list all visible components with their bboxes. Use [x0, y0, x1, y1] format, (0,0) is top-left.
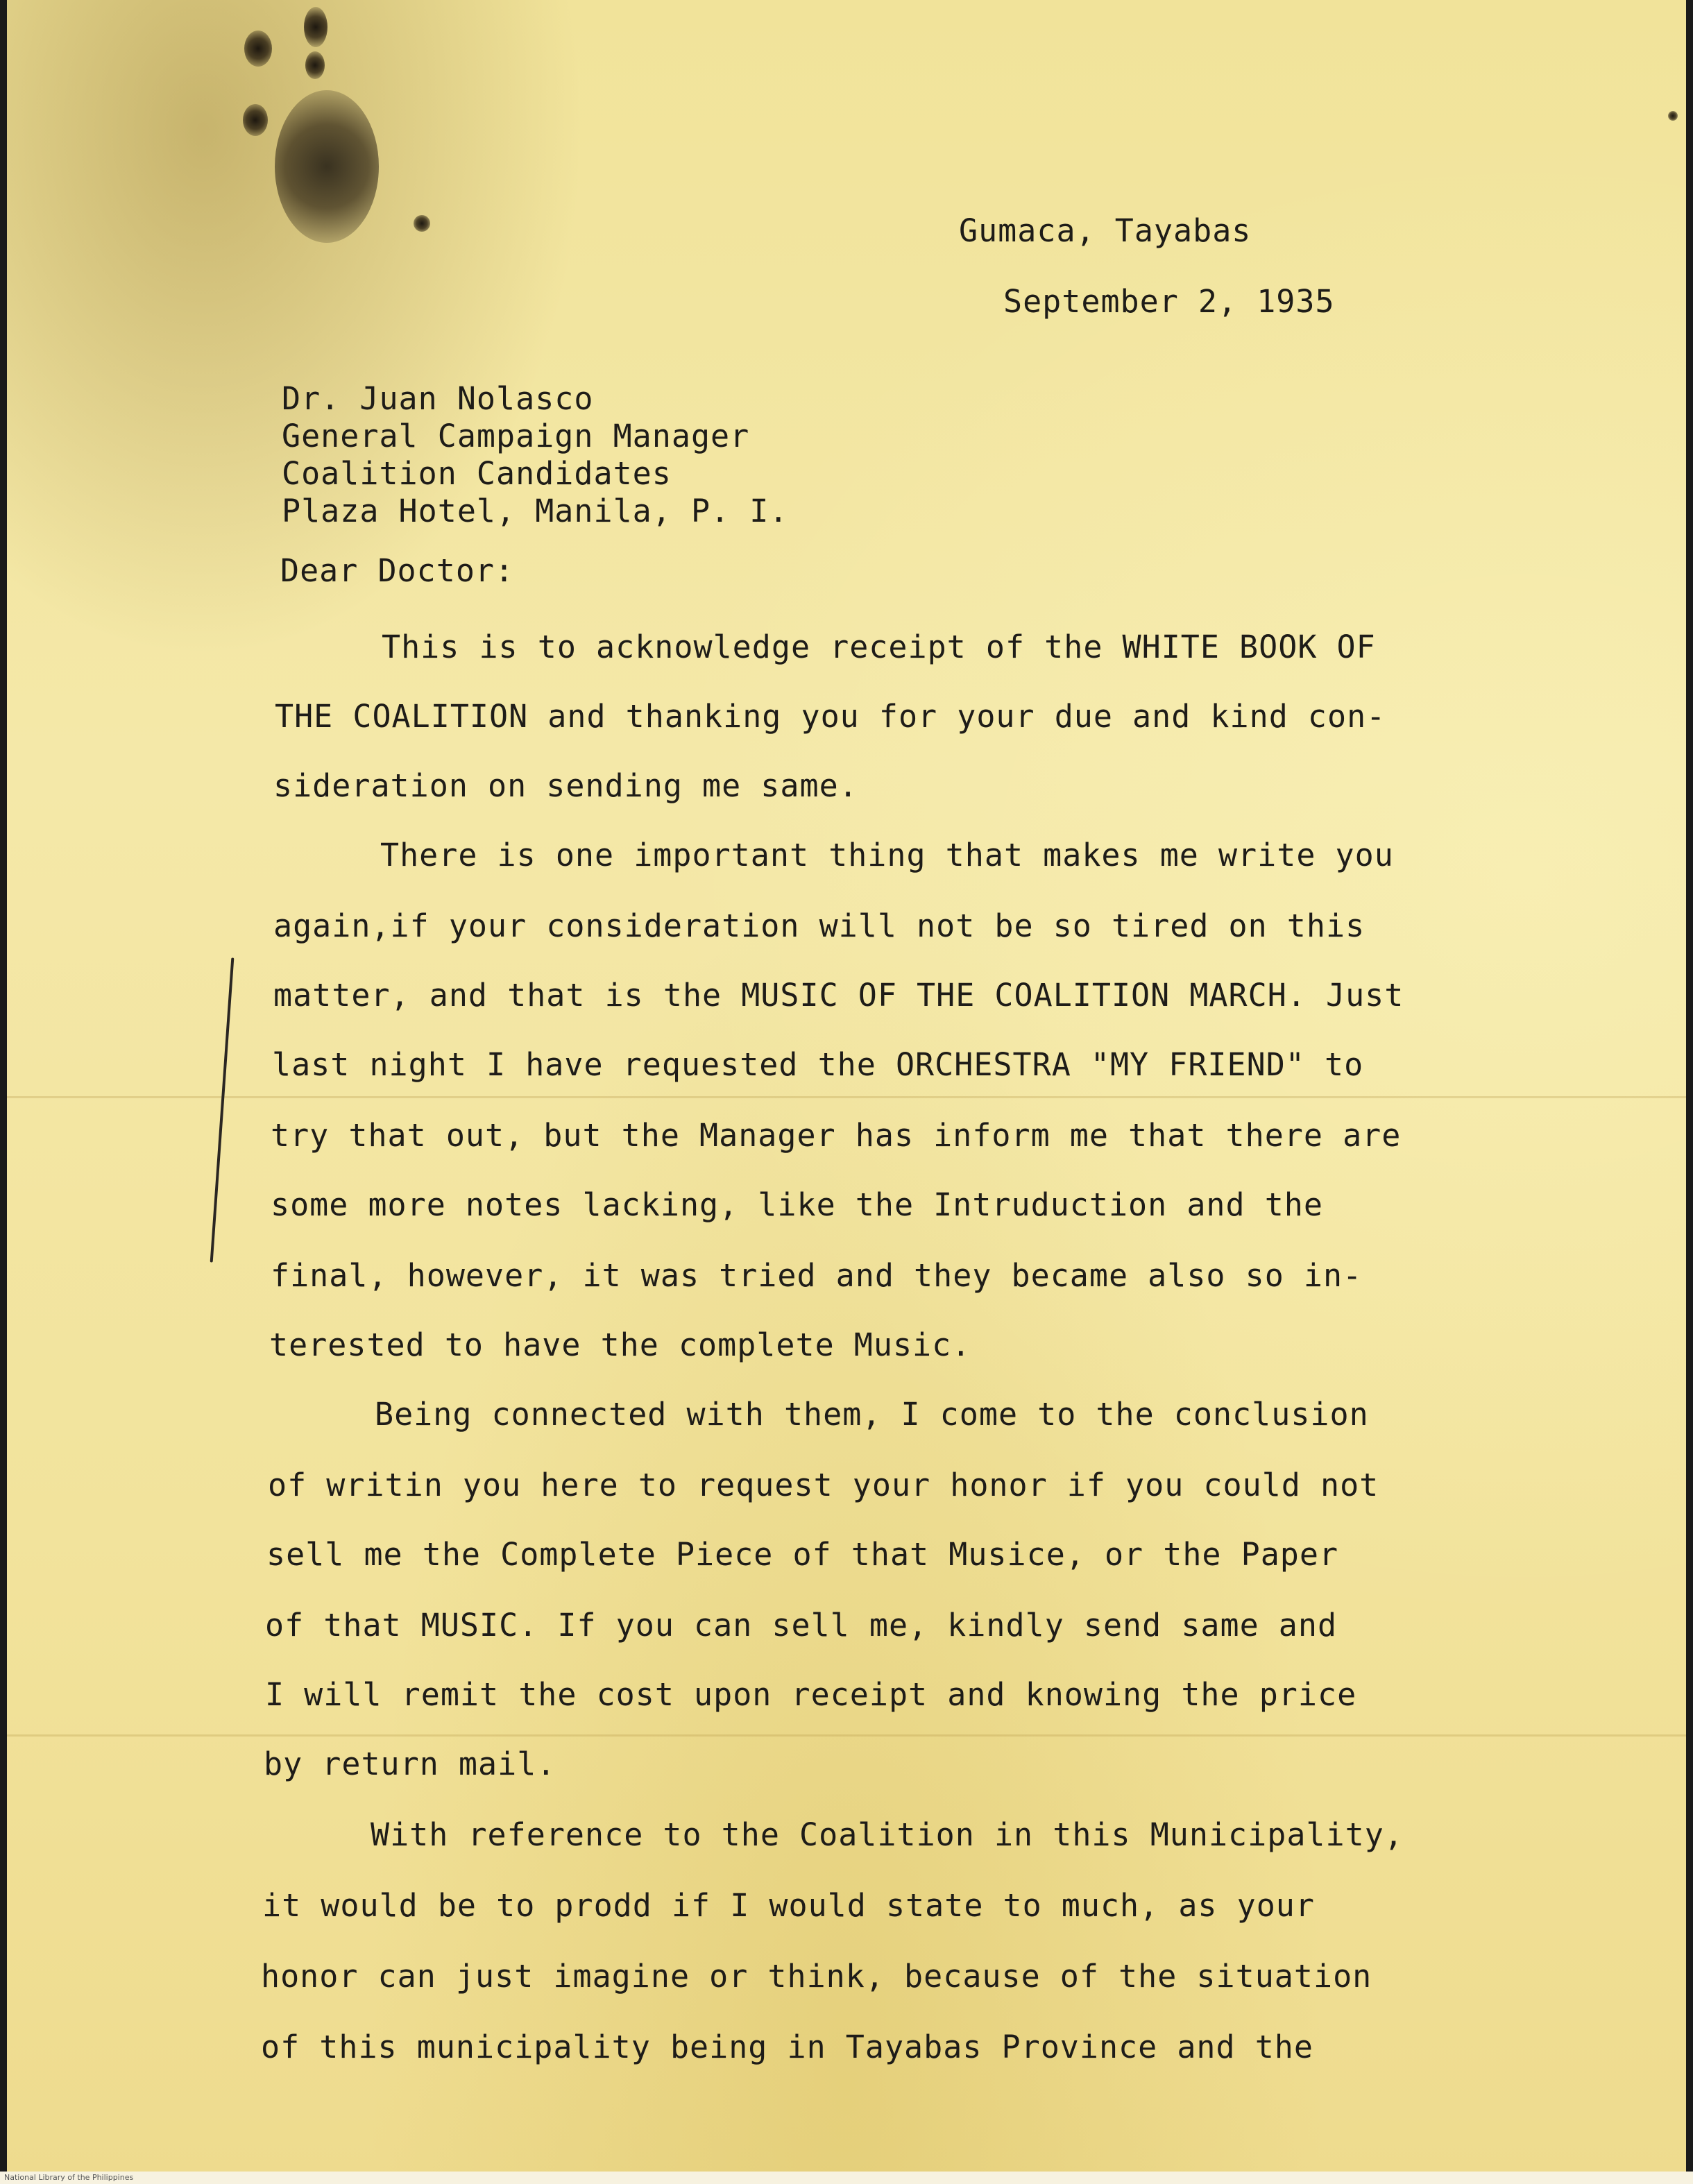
- body-line: This is to acknowledge receipt of the WHITE BOOK OF: [382, 629, 1376, 665]
- body-line: matter, and that is the MUSIC OF THE COALITION MARCH. Just: [273, 977, 1404, 1014]
- letter-place: Gumaca, Tayabas: [959, 212, 1252, 249]
- body-line: try that out, but the Manager has inform me that there are: [271, 1117, 1402, 1154]
- ink-stain: [305, 51, 325, 79]
- body-line: With reference to the Coalition in this Municipality,: [371, 1816, 1404, 1853]
- ink-stain: [1668, 111, 1678, 121]
- ink-stain: [304, 7, 327, 47]
- body-line: THE COALITION and thanking you for your due and kind con-: [275, 698, 1386, 735]
- ink-stain: [244, 31, 272, 67]
- letter-date: September 2, 1935: [1003, 283, 1335, 320]
- body-line: by return mail.: [264, 1746, 556, 1782]
- recipient-line: Dr. Juan Nolasco: [282, 380, 594, 417]
- body-line: honor can just imagine or think, because of the situation: [261, 1958, 1372, 1995]
- recipient-line: Plaza Hotel, Manila, P. I.: [282, 493, 789, 529]
- body-line: of writin you here to request your honor if you could not: [268, 1467, 1379, 1503]
- body-line: There is one important thing that makes me write you: [380, 837, 1394, 873]
- paper-fold: [0, 1096, 1693, 1098]
- body-line: sideration on sending me same.: [273, 767, 858, 804]
- ink-stain: [275, 90, 379, 243]
- body-line: terested to have the complete Music.: [269, 1326, 971, 1363]
- body-line: of this municipality being in Tayabas Province and the: [261, 2029, 1313, 2065]
- body-line: of that MUSIC. If you can sell me, kindly send same and: [265, 1607, 1338, 1644]
- body-line: I will remit the cost upon receipt and knowing the price: [265, 1676, 1357, 1713]
- scan-edge-left: [0, 0, 7, 2184]
- salutation: Dear Doctor:: [280, 552, 515, 589]
- ink-stain: [243, 104, 268, 136]
- body-line: it would be to prodd if I would state to much, as your: [262, 1887, 1315, 1924]
- scan-edge-right: [1686, 0, 1693, 2184]
- paper-fold: [0, 1734, 1693, 1737]
- body-line: some more notes lacking, like the Intruduction and the: [271, 1186, 1323, 1223]
- recipient-line: General Campaign Manager: [282, 418, 750, 454]
- body-line: again,if your consideration will not be so tired on this: [273, 907, 1366, 944]
- body-line: Being connected with them, I come to the conclusion: [375, 1396, 1369, 1433]
- margin-pen-mark: [210, 957, 235, 1262]
- body-line: sell me the Complete Piece of that Musice, or the Paper: [266, 1536, 1339, 1573]
- body-line: last night I have requested the ORCHESTRA "MY FRIEND" to: [272, 1046, 1364, 1083]
- recipient-line: Coalition Candidates: [282, 455, 672, 492]
- ink-stain: [414, 215, 430, 232]
- body-line: final, however, it was tried and they became also so in-: [271, 1257, 1363, 1294]
- archive-footer-strip: National Library of the Philippines: [0, 2172, 1693, 2184]
